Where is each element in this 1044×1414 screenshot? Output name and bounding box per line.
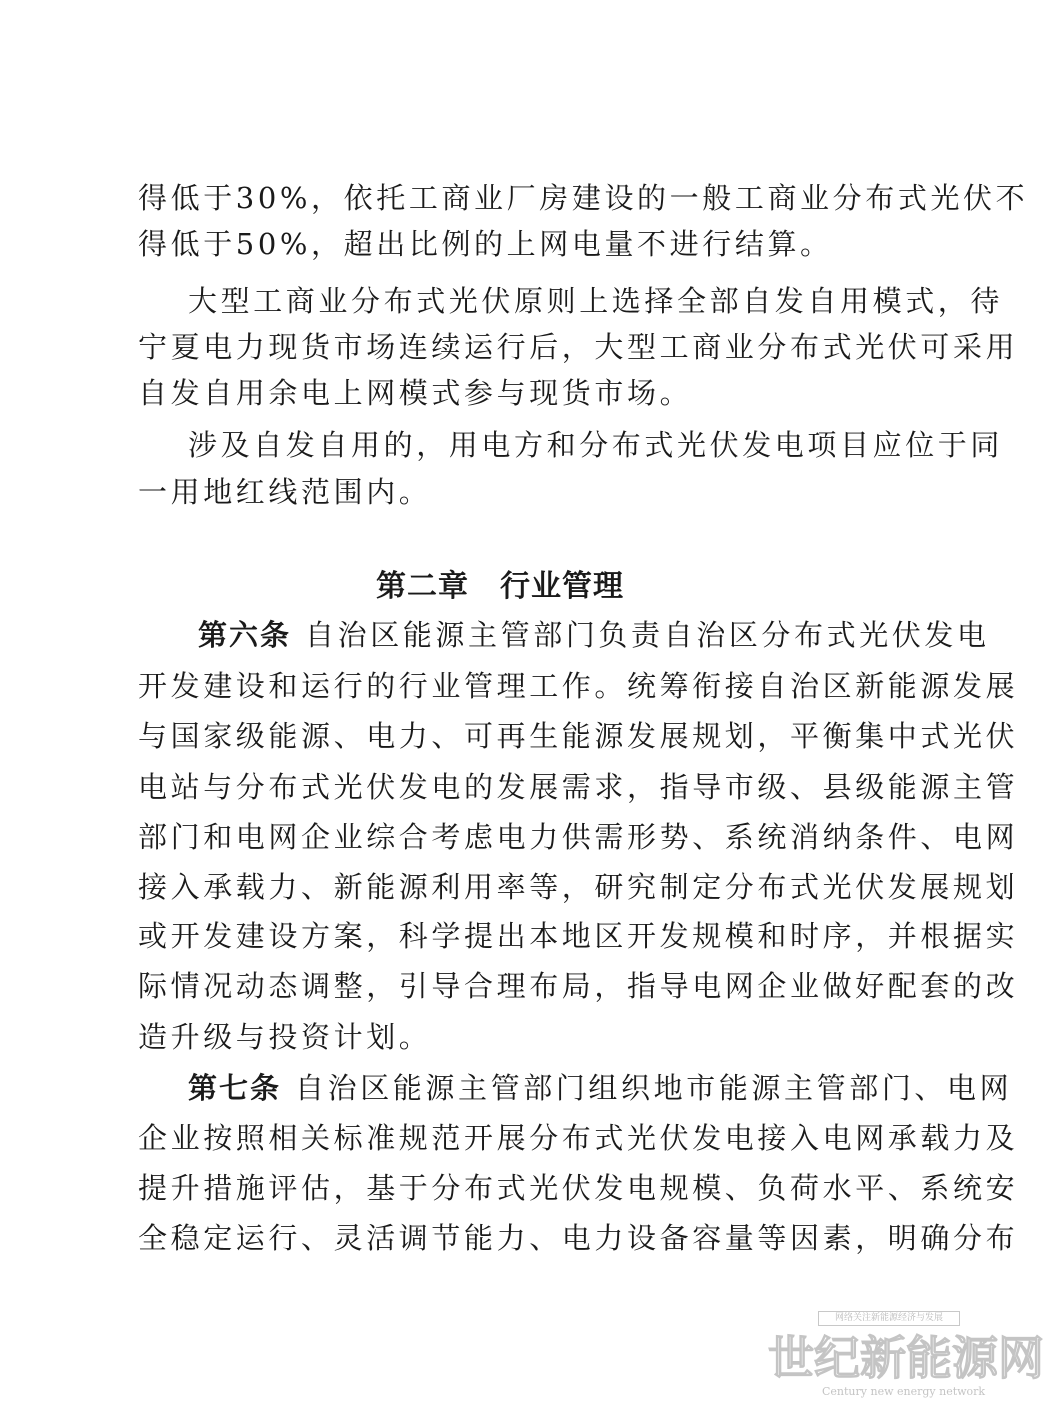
paragraph-line: 或开发建设方案，科学提出本地区开发规模和时序，并根据实 [138,919,1019,953]
watermark-tagline: 网络关注新能源经济与发展 [818,1311,960,1326]
paragraph-line: 部门和电网企业综合考虑电力供需形势、系统消纳条件、电网 [138,820,1019,854]
paragraph-line: 得低于50%，超出比例的上网电量不进行结算。 [138,227,833,261]
article-6-first-line [198,613,990,657]
article-6-label: 第六条 [198,618,292,652]
chapter-title: 第二章 行业管理 [376,569,624,604]
paragraph-line: 宁夏电力现货市场连续运行后，大型工商业分布式光伏可采用 [138,330,1019,364]
paragraph-line: 电站与分布式光伏发电的发展需求，指导市级、县级能源主管 [138,770,1019,804]
paragraph-line: 际情况动态调整，引导合理布局，指导电网企业做好配套的改 [138,969,1019,1003]
paragraph-line: 一用地红线范围内。 [138,475,432,509]
paragraph-line: 企业按照相关标准规范开展分布式光伏发电接入电网承载力及 [138,1121,1019,1155]
watermark-logo: 世纪新能源网 [768,1331,1044,1385]
watermark-subtitle: Century new energy network [822,1385,986,1398]
paragraph-line: 得低于30%，依托工商业厂房建设的一般工商业分布式光伏不 [138,181,1029,215]
paragraph-line: 涉及自发自用的，用电方和分布式光伏发电项目应位于同 [188,428,1004,462]
paragraph-line: 自发自用余电上网模式参与现货市场。 [138,376,693,410]
paragraph-line: 全稳定运行、灵活调节能力、电力设备容量等因素，明确分布 [138,1221,1019,1255]
article-7-label: 第七条 [188,1071,282,1105]
paragraph-line: 接入承载力、新能源利用率等，研究制定分布式光伏发展规划 [138,870,1019,904]
paragraph-line: 提升措施评估，基于分布式光伏发电规模、负荷水平、系统安 [138,1171,1019,1205]
paragraph-line: 大型工商业分布式光伏原则上选择全部自发自用模式，待 [188,284,1004,318]
article-7-first-line [188,1066,1013,1110]
paragraph-line: 造升级与投资计划。 [138,1020,432,1054]
article-text: 自治区能源主管部门负责自治区分布式光伏发电 [305,618,990,652]
paragraph-line: 开发建设和运行的行业管理工作。统筹衔接自治区新能源发展 [138,669,1019,703]
paragraph-line: 与国家级能源、电力、可再生能源发展规划，平衡集中式光伏 [138,719,1019,753]
article-text: 自治区能源主管部门组织地市能源主管部门、电网 [295,1071,1013,1105]
